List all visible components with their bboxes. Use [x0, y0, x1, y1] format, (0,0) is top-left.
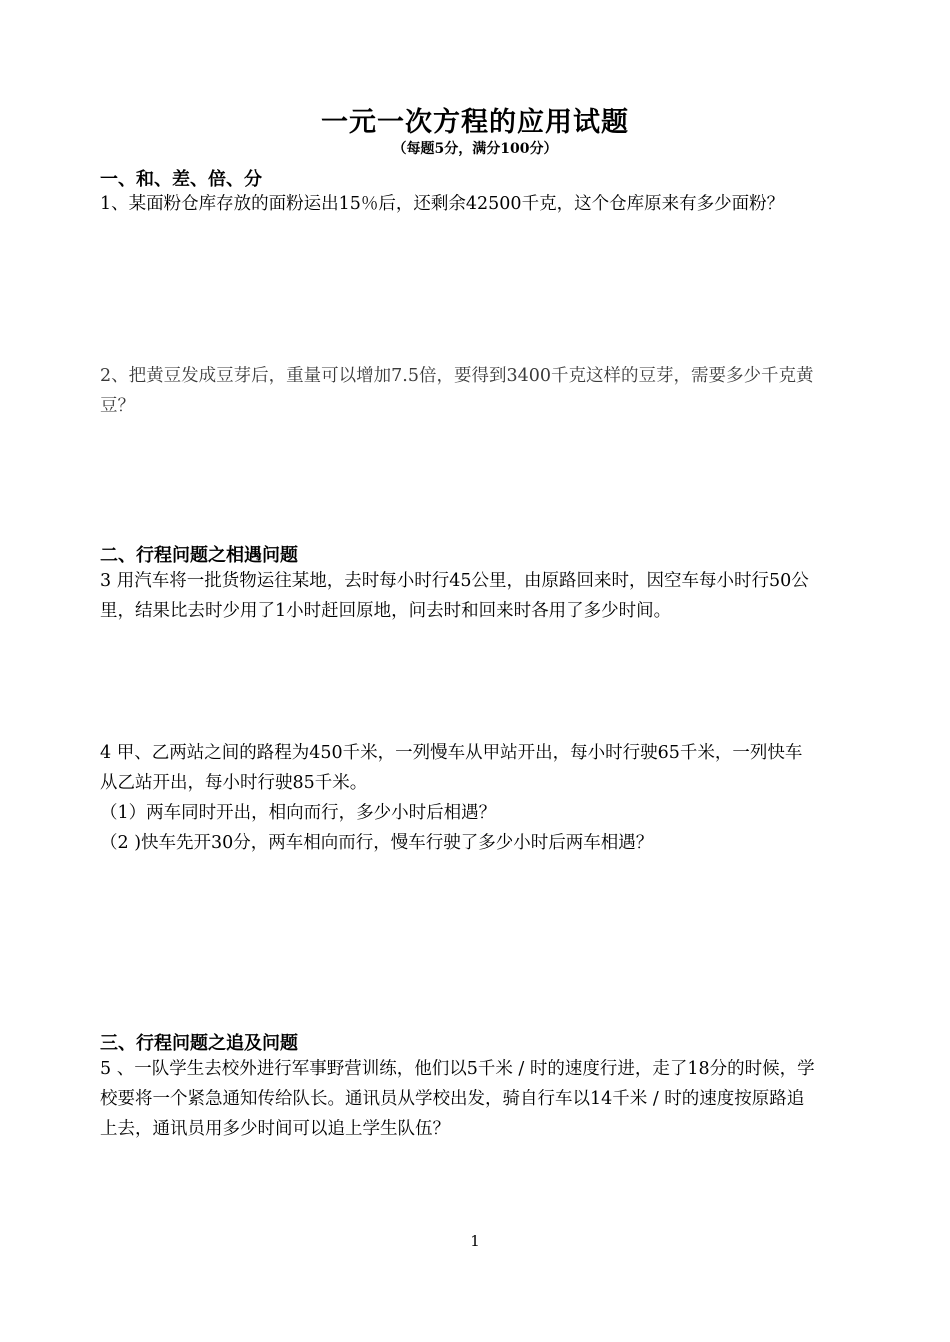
question-line: 3 用汽车将一批货物运往某地，去时每小时行45公里，由原路回来时，因空车每小时行50公 — [100, 571, 809, 591]
page-title: 一元一次方程的应用试题 — [321, 107, 629, 138]
page-number: 1 — [470, 1232, 480, 1250]
question-subpart: （2 )快车先开30分，两车相向而行，慢车行驶了多少小时后两车相遇？ — [100, 833, 654, 853]
question-line: 豆？ — [100, 396, 135, 416]
question-1 — [100, 189, 868, 219]
section-heading-2: 二、行程问题之相遇问题 — [100, 545, 298, 566]
question-4 — [100, 738, 868, 858]
question-line: 1、某面粉仓库存放的面粉运出15％后，还剩余42500千克，这个仓库原来有多少面粉？ — [100, 194, 785, 214]
question-subpart: （1）两车同时开出，相向而行，多少小时后相遇？ — [100, 803, 497, 823]
page-subtitle: （每题5分，满分100分） — [392, 141, 558, 157]
question-line: 校要将一个紧急通知传给队长。通讯员从学校出发，骑自行车以14千米 / 时的速度按原路追 — [100, 1089, 805, 1109]
question-line: 2、把黄豆发成豆芽后，重量可以增加7.5倍，要得到3400千克这样的豆芽，需要多少千克黄 — [100, 366, 814, 386]
question-line: 从乙站开出，每小时行驶85千米。 — [100, 773, 368, 793]
section-heading-1: 一、和、差、倍、分 — [100, 169, 262, 190]
question-line: 4 甲、乙两站之间的路程为450千米，一列慢车从甲站开出，每小时行驶65千米，一列快车 — [100, 743, 803, 763]
question-2 — [100, 361, 868, 421]
question-line: 上去，通讯员用多少时间可以追上学生队伍？ — [100, 1119, 450, 1139]
section-heading-3: 三、行程问题之追及问题 — [100, 1033, 298, 1054]
question-line: 里，结果比去时少用了1小时赶回原地，问去时和回来时各用了多少时间。 — [100, 601, 672, 621]
question-3 — [100, 566, 868, 626]
question-5 — [100, 1054, 868, 1144]
question-line: 5 、一队学生去校外进行军事野营训练，他们以5千米 / 时的速度行进，走了18分的时候，学 — [100, 1059, 815, 1079]
